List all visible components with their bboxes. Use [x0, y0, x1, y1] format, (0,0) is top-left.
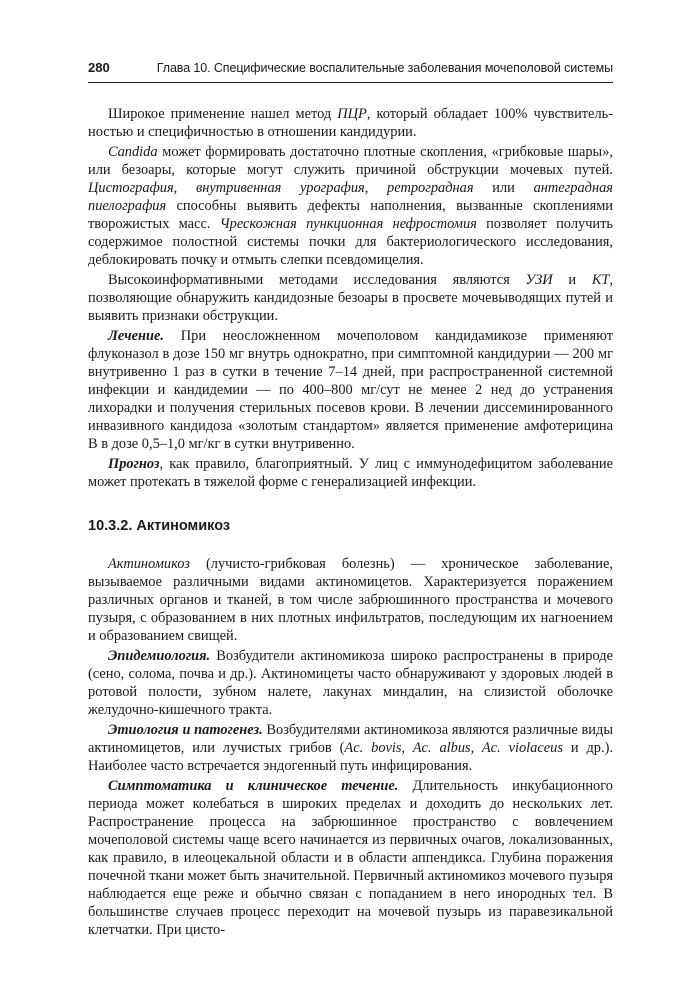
- paragraph-pcr: Широкое применение нашел метод ПЦР, который обладает 100% чувствительностью и специфичностью в отношении кандидурии.: [88, 106, 613, 140]
- paragraph-candida: Candida может формировать достаточно плотные скопления, «грибковые шары», или безоары, которые могут служить причиной обструкции мочевых путей. Цистография, внутривенная урография, ретроградная или антеградная пиелография способны выявить дефекты наполнения, вызванные скоплениями творожистых масс. Чрескожная пункционная нефростомия позволяет получить содержимое полостной системы почки для бактериологического исследования, деблокировать почку и отмыть слепки псевдомицелия.: [88, 144, 613, 268]
- page-body: [88, 105, 613, 939]
- book-page: [88, 60, 613, 939]
- paragraph-actinomycosis-definition: Актиномикоз (лучисто-грибковая болезнь) — хроническое заболевание, вызываемое различными видами актиномицетов. Характеризуется поражением различных органов и тканей, в том числе забрюшинного пространства и мочевого пузыря, с образованием в них плотных инфильтратов, последующим их нагноением и образованием свищей.: [88, 556, 613, 644]
- paragraph-symptoms: Симптоматика и клиническое течение. Длительность инкубационного периода может колебаться в широких пределах и доходить до нескольких лет. Распространение процесса на забрюшинное пространство с вовлечением мочеполовой системы чаще всего начинается из первичных очагов, локализованных, как правило, в илеоцекальной области и в области аппендикса. Глубина поражения почечной ткани может быть значительной. Первичный актиномикоз мочевого пузыря наблюдается еще реже и обычно связан с попаданием в него инородных тел. В большинстве случаев процесс переходит на мочевой пузырь из паравезикальной клетчатки. При цисто-: [88, 778, 614, 938]
- section-heading: 10.3.2. Актиномикоз: [88, 518, 231, 534]
- page-header: [88, 60, 613, 83]
- running-title: Глава 10. Специфические воспалительные заболевания мочеполовой системы: [156, 61, 613, 75]
- paragraph-treatment: Лечение. При неосложненном мочеполовом кандидамикозе применяют флуконазол в дозе 150 мг внутрь однократно, при симптомной кандидурии — 200 мг внутривенно 1 раз в сутки в течение 7–14 дней, при распространенной системной инфекции и кандидемии — по 400–800 мг/сут не менее 2 нед до устранения лихорадки и получения стерильных посевов крови. В лечении диссеминированного инвазивного кандидоза «золотым стандартом» является применение амфотерицина B в дозе 0,5–1,0 мг/кг в сутки внутривенно.: [88, 328, 613, 452]
- paragraph-etiology: Этиология и патогенез. Возбудителями актиномикоза являются различные виды актиномицетов, или лучистых грибов (Ac. bovis, Ac. albus, Ac. violaceus и др.). Наиболее часто встречается эндогенный путь инфицирования.: [88, 722, 613, 774]
- paragraph-epidemiology: Эпидемиология. Возбудители актиномикоза широко распространены в природе (сено, солома, почва и др.). Актиномицеты часто обнаруживают у здоровых людей в ротовой полости, зубном налете, лакунах миндалин, на слизистой оболочке желудочно-кишечного тракта.: [88, 648, 613, 718]
- page-number: 280: [88, 60, 110, 75]
- paragraph-prognosis: Прогноз, как правило, благоприятный. У лиц с иммунодефицитом заболевание может протекать в тяжелой форме с генерализацией инфекции.: [88, 456, 613, 490]
- paragraph-imaging: Высокоинформативными методами исследования являются УЗИ и КТ, позволяющие обнаружить кандидозные безоары в просвете мочевыводящих путей и выявить признаки обструкции.: [88, 272, 613, 324]
